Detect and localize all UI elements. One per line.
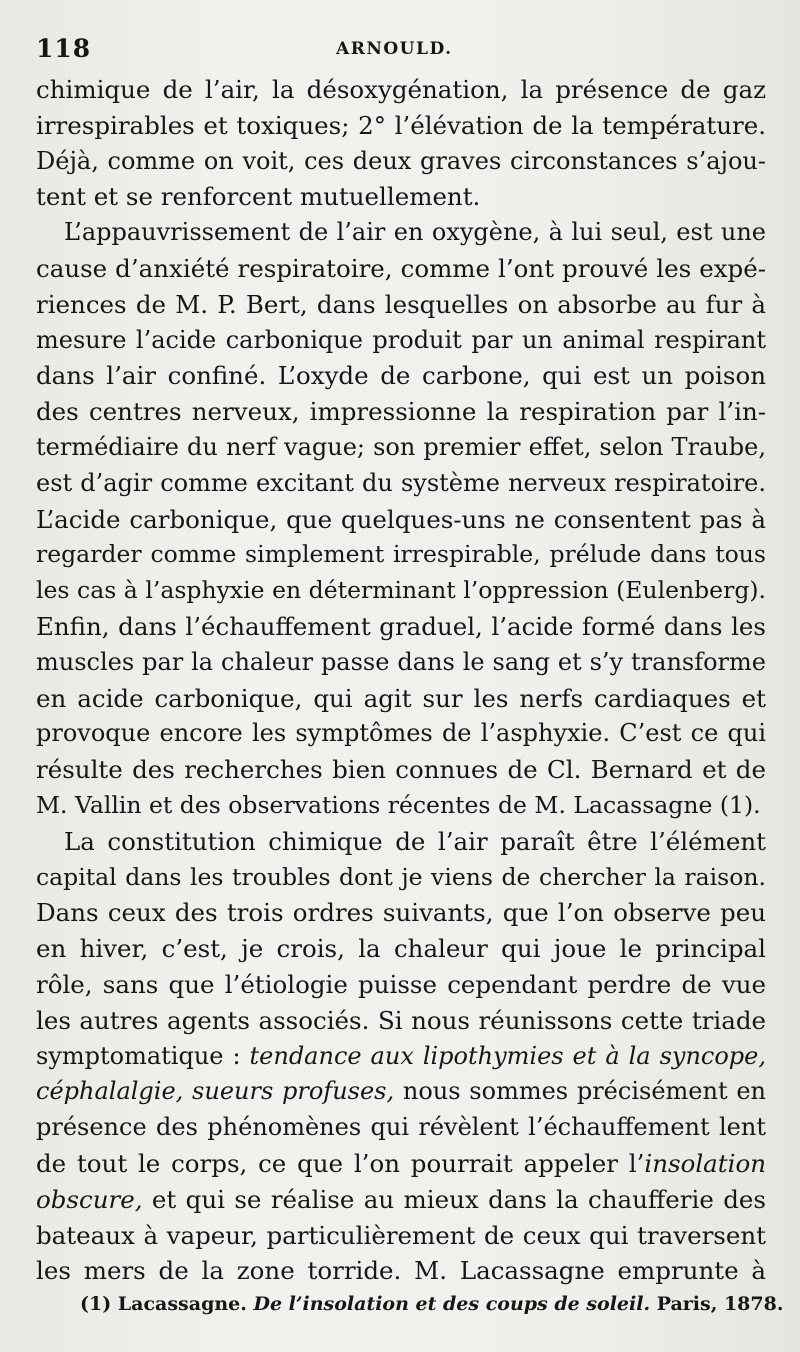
text-line: cause d’anxiété respiratoire, comme l’ont prouvé les expé- xyxy=(36,253,766,283)
page-header xyxy=(36,34,766,64)
footnote-title: De l’insolation et des coups de soleil. xyxy=(253,1293,651,1315)
text-line: présence des phénomènes qui révèlent l’échauffement lent xyxy=(36,1113,766,1142)
text-line: regarder comme simplement irrespirable, prélude dans tous xyxy=(36,540,766,569)
footnote-marker: (1) Lacassagne. xyxy=(80,1293,247,1315)
text-line: provoque encore les symptômes de l’asphyxie. C’est ce qui xyxy=(36,719,766,748)
text-line: des centres nerveux, impressionne la respiration par l’in- xyxy=(36,397,766,427)
text-line: riences de M. P. Bert, dans lesquelles on absorbe au fur à xyxy=(36,289,766,319)
text-segment: de tout le corps, ce que l’on pourrait appeler l’ xyxy=(36,1148,645,1178)
footnote-rest: Paris, 1878. xyxy=(656,1293,784,1315)
text-line: les autres agents associés. Si nous réunissons cette triade xyxy=(36,1005,766,1035)
text-line: irrespirables et toxiques; 2° l’élévation de la température. xyxy=(36,110,766,140)
text-line: Enfin, dans l’échauffement graduel, l’acide formé dans les xyxy=(36,611,766,641)
text-line: en acide carbonique, qui agit sur les nerfs cardiaques et xyxy=(36,683,766,713)
text-line: tent et se renforcent mutuellement. xyxy=(36,182,481,212)
text-line: L’acide carbonique, que quelques-uns ne consentent pas à xyxy=(36,504,766,534)
running-head: ARNOULD. xyxy=(336,39,453,59)
text-line: Dans ceux des trois ordres suivants, que l’on observe peu xyxy=(36,898,766,928)
text-line: résulte des recherches bien connues de Cl. Bernard et de xyxy=(36,755,766,785)
text-line xyxy=(36,1039,766,1075)
text-line: muscles par la chaleur passe dans le sang et s’y transforme xyxy=(36,647,766,676)
text-line: capital dans les troubles dont je viens de chercher la raison. xyxy=(36,862,766,891)
text-line: termédiaire du nerf vague; son premier effet, selon Traube, xyxy=(36,432,766,461)
text-line: Déjà, comme on voit, ces deux graves circonstances s’ajou- xyxy=(36,146,766,175)
italic-phrase: tendance aux lipothymies et à la syncope, xyxy=(249,1041,766,1070)
text-line: est d’agir comme excitant du système nerveux respiratoire. xyxy=(36,468,766,497)
text-line: rôle, sans que l’étiologie puisse cependant perdre de vue xyxy=(36,969,766,999)
text-line: chimique de l’air, la désoxygénation, la présence de gaz xyxy=(36,75,766,104)
text-line xyxy=(36,1146,766,1182)
page-number: 118 xyxy=(36,34,92,63)
text-segment: et qui se réalise au mieux dans la chaufferie des xyxy=(142,1184,766,1214)
text-line: mesure l’acide carbonique produit par un animal respirant xyxy=(36,325,766,354)
body-text xyxy=(36,72,766,1289)
text-line: les cas à l’asphyxie en déterminant l’oppression (Eulenberg). xyxy=(36,576,766,605)
text-line: La constitution chimique de l’air paraît être l’élément xyxy=(64,826,766,856)
text-line: bateaux à vapeur, particulièrement de ceux qui traversent xyxy=(36,1220,766,1250)
text-line: les mers de la zone torride. M. Lacassagne emprunte à xyxy=(36,1256,766,1286)
text-segment: nous sommes précisément en xyxy=(394,1077,766,1106)
text-line xyxy=(36,1074,766,1110)
text-line xyxy=(36,1182,766,1218)
text-line: M. Vallin et des observations récentes de M. Lacassagne (1). xyxy=(36,790,761,819)
italic-phrase: insolation xyxy=(644,1148,766,1178)
italic-phrase: céphalalgie, sueurs profuses, xyxy=(36,1077,395,1106)
italic-phrase: obscure, xyxy=(36,1184,143,1214)
footnote xyxy=(80,1292,784,1316)
text-segment: symptomatique : xyxy=(36,1041,250,1070)
text-line: L’appauvrissement de l’air en oxygène, à lui seul, est une xyxy=(64,218,766,247)
text-line: en hiver, c’est, je crois, la chaleur qui joue le principal xyxy=(36,934,766,964)
text-line: dans l’air confiné. L’oxyde de carbone, qui est un poison xyxy=(36,361,766,391)
